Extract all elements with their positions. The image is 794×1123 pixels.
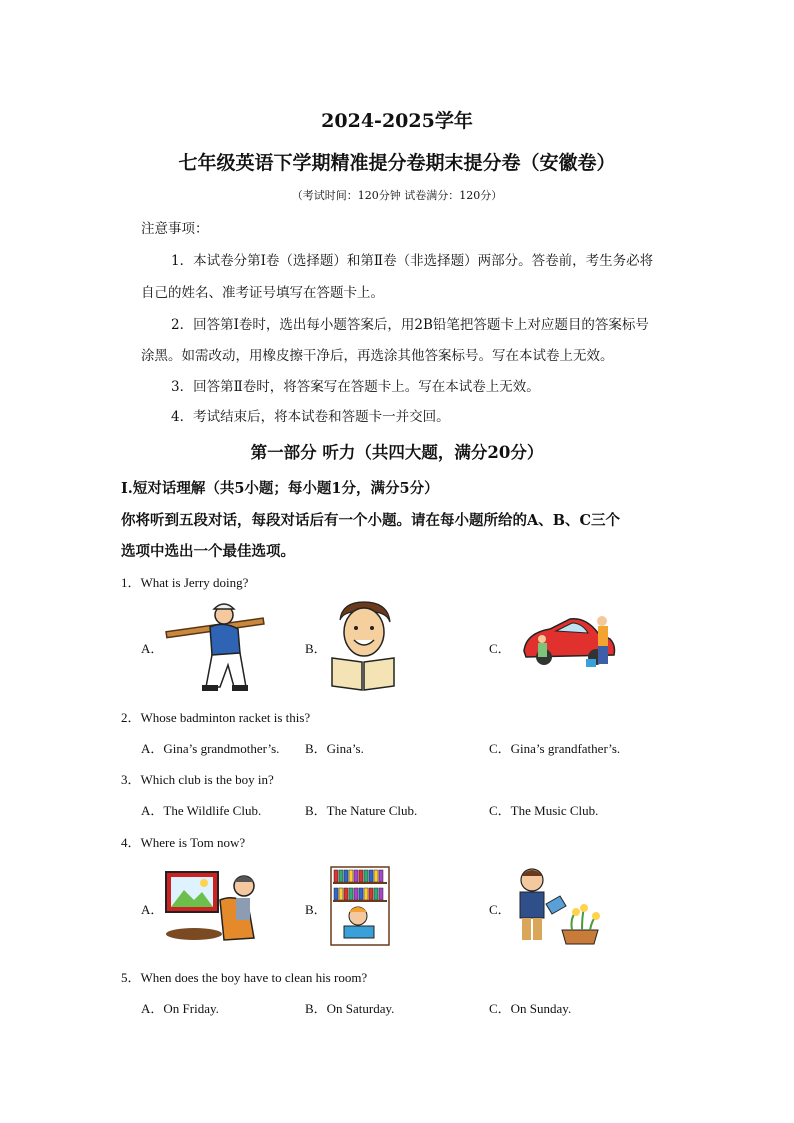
question-1: 1．What is Jerry doing? — [121, 575, 249, 590]
instruction-line-2: 选项中选出一个最佳选项。 — [121, 543, 295, 560]
notice-heading: 注意事项： — [141, 221, 209, 237]
q2-option-b[interactable]: B．Gina’s. — [305, 741, 364, 756]
q3-option-c[interactable]: C．The Music Club. — [489, 803, 599, 818]
instruction-line-1: 你将听到五段对话，每段对话后有一个小题。请在每小题所给的A、B、C三个 — [121, 512, 621, 529]
question-4: 4．Where is Tom now? — [121, 835, 246, 850]
question-3: 3．Which club is the boy in? — [121, 772, 274, 787]
q4-option-c[interactable]: C． — [489, 902, 511, 917]
exam-info: （考试时间：120分钟 试卷满分：120分） — [291, 189, 503, 202]
q3-option-b[interactable]: B．The Nature Club. — [305, 803, 418, 818]
cinema-icon — [164, 866, 268, 946]
question-2: 2．Whose badminton racket is this? — [121, 710, 311, 725]
notice-line-6: 4．考试结束后，将本试卷和答题卡一并交回。 — [171, 409, 450, 425]
q5-option-c[interactable]: C．On Sunday. — [489, 1001, 572, 1016]
part-heading: Ⅰ.短对话理解（共5小题；每小题1分，满分5分） — [121, 480, 439, 497]
q4-option-a[interactable]: A． — [141, 902, 164, 917]
q2-option-a[interactable]: A．Gina’s grandmother’s. — [141, 741, 280, 756]
q1-option-b[interactable]: B． — [305, 641, 327, 656]
q5-option-a[interactable]: A．On Friday. — [141, 1001, 219, 1016]
reading-book-icon — [328, 600, 398, 692]
q4-option-b[interactable]: B． — [305, 902, 327, 917]
q1-option-c[interactable]: C． — [489, 641, 511, 656]
question-5: 5．When does the boy have to clean his room? — [121, 970, 368, 985]
exam-year: 2024-2025学年 — [321, 110, 473, 132]
carrying-wood-icon — [162, 597, 266, 693]
section-title: 第一部分 听力（共四大题，满分20分） — [250, 443, 544, 462]
washing-car-icon — [520, 611, 620, 675]
notice-line-3: 2．回答第Ⅰ卷时，选出每小题答案后，用2B铅笔把答题卡上对应题目的答案标号 — [171, 317, 649, 333]
q5-option-b[interactable]: B．On Saturday. — [305, 1001, 395, 1016]
exam-title: 七年级英语下学期精准提分卷期末提分卷（安徽卷） — [178, 152, 616, 174]
q1-option-a[interactable]: A． — [141, 641, 164, 656]
q2-option-c[interactable]: C．Gina’s grandfather’s. — [489, 741, 621, 756]
garden-watering-icon — [510, 866, 604, 950]
notice-line-1: 1．本试卷分第Ⅰ卷（选择题）和第Ⅱ卷（非选择题）两部分。答卷前，考生务必将 — [171, 253, 654, 269]
notice-line-4: 涂黑。如需改动，用橡皮擦干净后，再选涂其他答案标号。写在本试卷上无效。 — [141, 348, 614, 364]
q3-option-a[interactable]: A．The Wildlife Club. — [141, 803, 262, 818]
library-icon — [330, 866, 390, 946]
notice-line-5: 3．回答第Ⅱ卷时，将答案写在答题卡上。写在本试卷上无效。 — [171, 379, 540, 395]
notice-line-2: 自己的姓名、准考证号填写在答题卡上。 — [141, 285, 384, 301]
